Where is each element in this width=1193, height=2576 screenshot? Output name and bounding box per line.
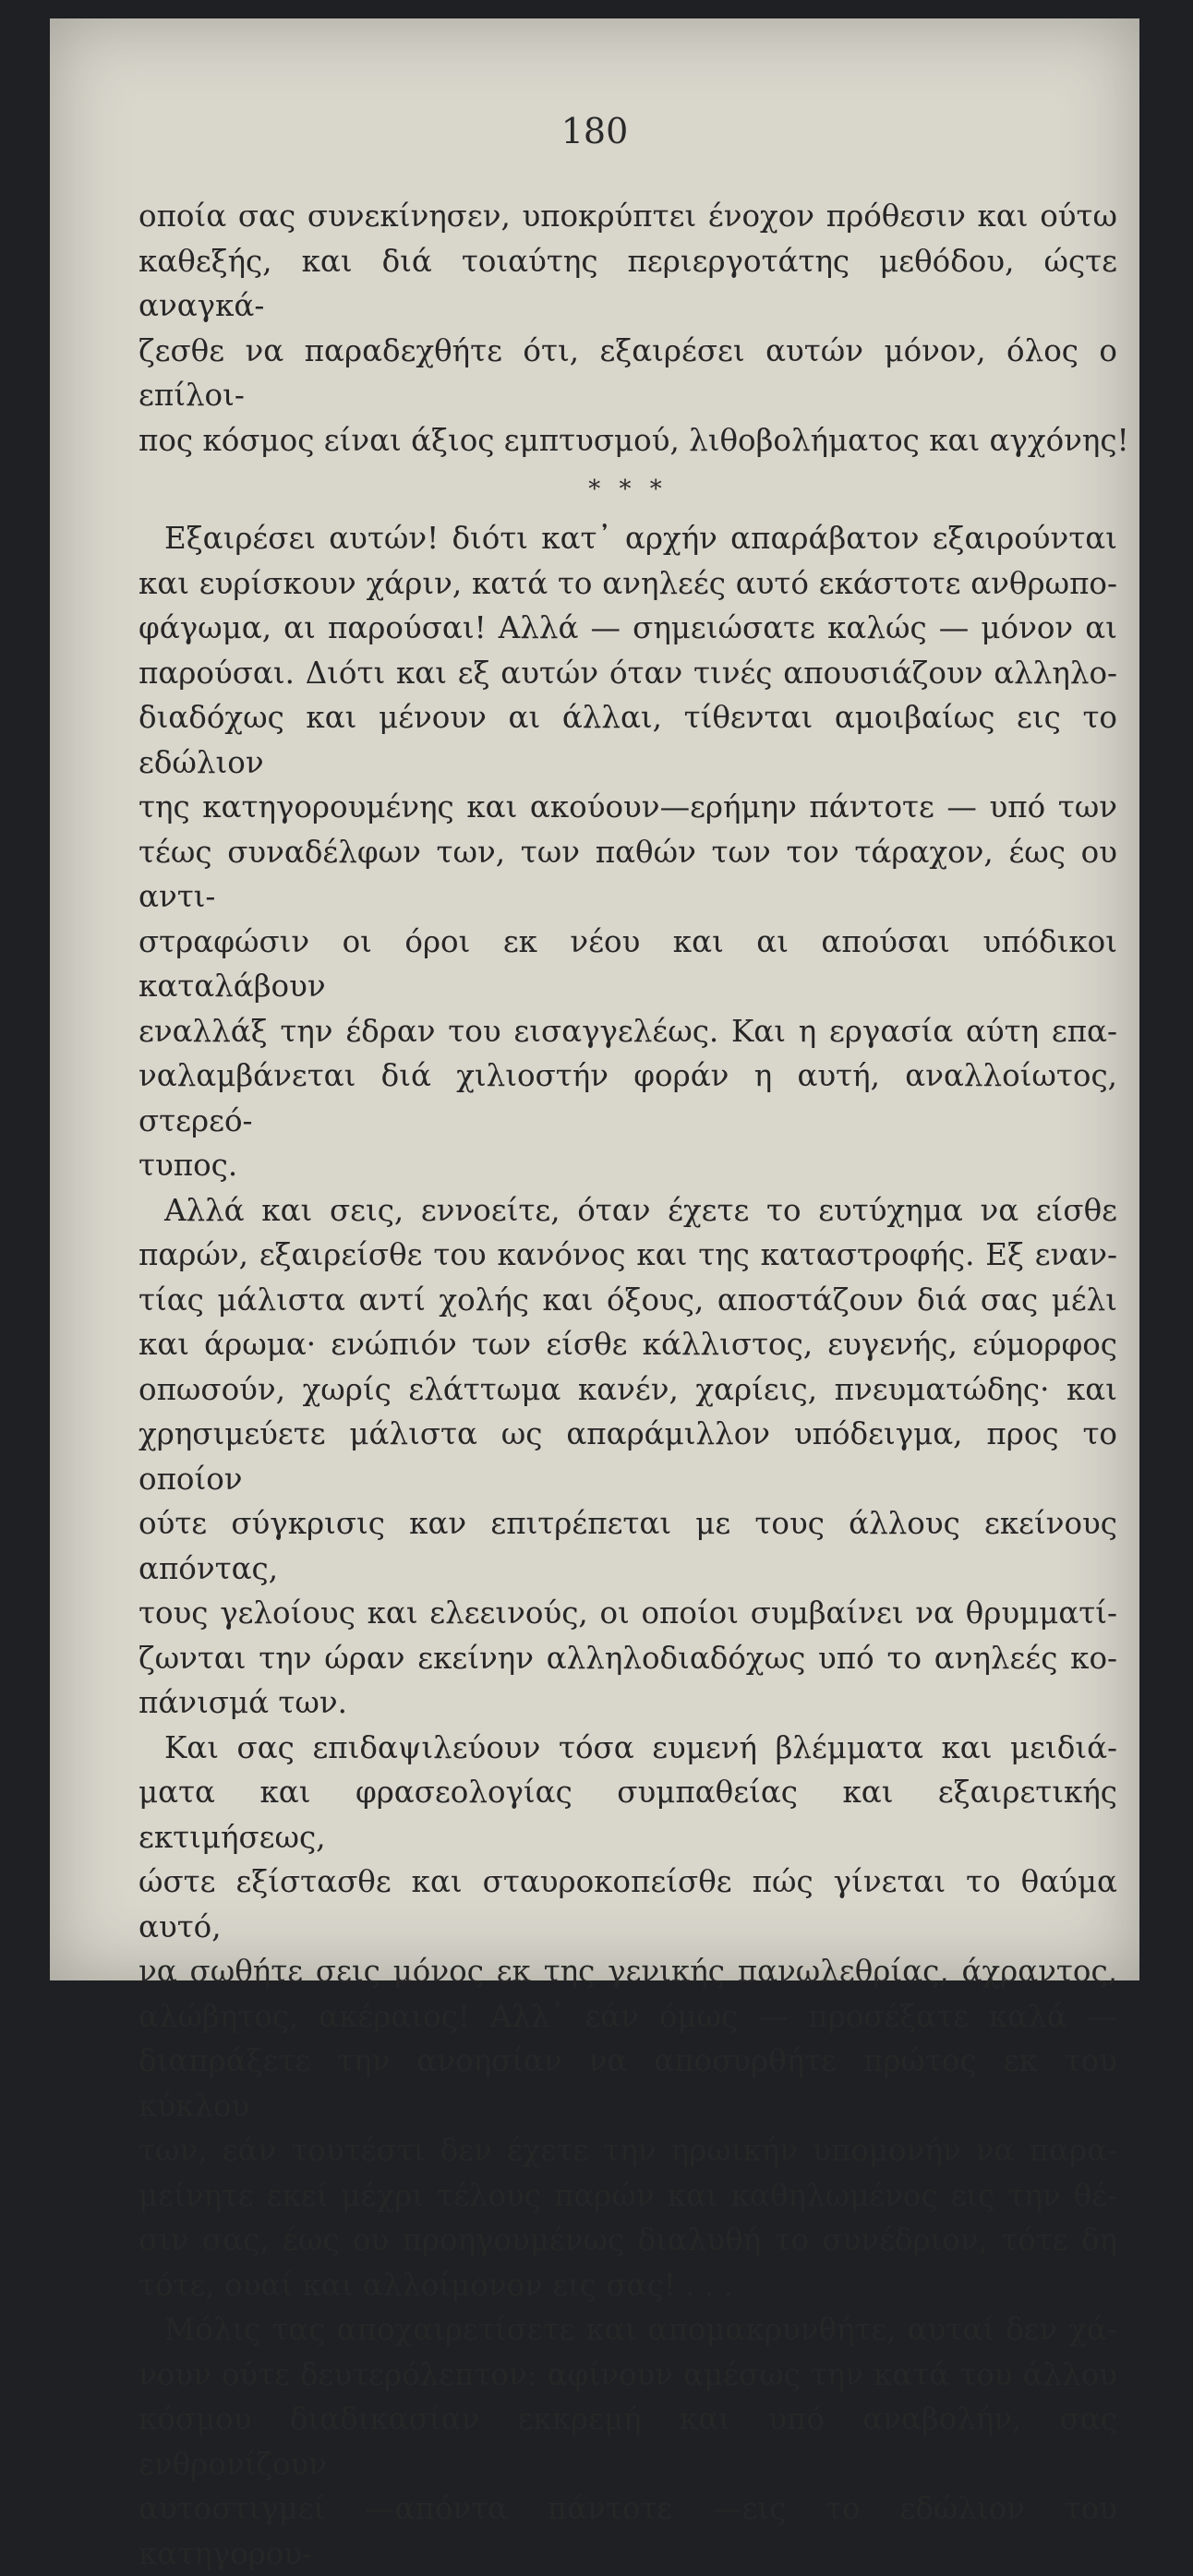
text-line: αλώβητος, ακέραιος! Αλλ᾽ εάν όμως — προσέξατε καλά — (139, 1998, 1117, 2034)
body-text (139, 194, 1129, 2576)
paragraph-3 (139, 1188, 1117, 1726)
text-line: στραφώσιν οι όροι εκ νέου και αι απούσαι υπόδικοι καταλάβουν (139, 923, 1117, 1004)
text-line: ούτε σύγκρισις καν επιτρέπεται με τους άλλους εκείνους απόντας, (139, 1506, 1117, 1586)
text-line: σιν σας, έως ου προηγουμένως διαλυθή το συνέδριον, τότε δη (139, 2222, 1117, 2257)
text-line: νουν ούτε δευτερόλεπτον: αφίνουν αμέσως την κατά του άλλου (139, 2356, 1117, 2392)
text-line: παρούσαι. Διότι και εξ αυτών όταν τινές απουσιάζουν αλληλο- (139, 655, 1117, 691)
text-line: οποία σας συνεκίνησεν, υποκρύπτει ένοχον πρόθεσιν και ούτω (139, 199, 1117, 234)
text-line: ματα και φρασεολογίας συμπαθείας και εξαιρετικής εκτιμήσεως, (139, 1775, 1117, 1855)
text-line: χρησιμεύετε μάλιστα ως απαράμιλλον υπόδειγμα, προς το οποίον (139, 1416, 1117, 1497)
section-asterism: * * * (588, 475, 668, 503)
text-line: Εξαιρέσει αυτών! διότι κατ᾽ αρχήν απαράβατον εξαιρούνται (164, 521, 1117, 556)
text-line: ζωνται την ώραν εκείνην αλληλοδιαδόχως υπό το ανηλεές κο- (139, 1640, 1117, 1676)
text-line: να σωθήτε σεις μόνος εκ της γενικής πανωλεθρίας, άχραντος, (139, 1954, 1117, 1989)
text-line: αυτοστιγμεί —απόντα πάντοτε —εις το εδώλιον του κατηγορου- (139, 2491, 1117, 2571)
text-line: παρών, εξαιρείσθε του κανόνος και της καταστροφής. Εξ εναν- (139, 1237, 1117, 1272)
text-line: Μόλις τας αποχαιρετίσετε και απομακρυνθήτε, αυταί δεν χά- (164, 2312, 1117, 2347)
text-line: Αλλά και σεις, εννοείτε, όταν έχετε το ευτύχημα να είσθε (164, 1192, 1117, 1228)
text-line: διαπράξετε την ανοησίαν να αποσυρθήτε πρώτος εκ του κύκλου (139, 2043, 1117, 2124)
text-line: φάγωμα, αι παρούσαι! Αλλά — σημειώσατε καλώς — μόνον αι (139, 610, 1117, 645)
paragraph-5 (139, 2307, 1117, 2576)
text-line: ζεσθε να παραδεχθήτε ότι, εξαιρέσει αυτών μόνον, όλος ο επίλοι- (139, 332, 1117, 413)
text-line: καθεξής, και διά τοιαύτης περιεργοτάτης μεθόδου, ώςτε αναγκά- (139, 243, 1117, 323)
text-line: της κατηγορουμένης και ακούουν—ερήμην πάντοτε — υπό των (139, 789, 1117, 825)
text-line: εναλλάξ την έδραν του εισαγγελέως. Και η εργασία αύτη επα- (139, 1013, 1117, 1049)
text-line: ναλαμβάνεται διά χιλιοστήν φοράν η αυτή, αναλλοίωτος, στερεό- (139, 1058, 1117, 1138)
paragraph-4 (139, 1726, 1117, 2308)
text-line: οπωσούν, χωρίς ελάττωμα κανέν, χαρίεις, πνευματώδης· και (139, 1371, 1117, 1407)
text-line: κόσμου διαδικασίαν εκκρεμή και υπό αναβολήν, σας ενθρονίζουν (139, 2401, 1117, 2482)
text-line: τίας μάλιστα αντί χολής και όξους, αποστάζουν διά σας μέλι (139, 1282, 1117, 1318)
text-line: ώστε εξίστασθε και σταυροκοπείσθε πώς γίνεται το θαύμα αυτό, (139, 1864, 1117, 1944)
text-line: και ευρίσκουν χάριν, κατά το ανηλεές αυτό εκάστοτε ανθρωπο- (139, 565, 1117, 601)
text-line: μείνητε εκεί μέχρι τέλους παρών και καθηλωμένος εις την θέ- (139, 2177, 1117, 2213)
text-line: Και σας επιδαψιλεύουν τόσα ευμενή βλέμματα και μειδιά- (164, 1729, 1117, 1765)
text-line: πάνισμά των. (139, 1685, 347, 1720)
text-line: τέως συναδέλφων των, των παθών των τον τάραχον, έως ου αντι- (139, 834, 1117, 914)
text-line: τους γελοίους και ελεεινούς, οι οποίοι συμβαίνει να θρυμματί- (139, 1595, 1117, 1631)
paragraph-2 (139, 516, 1117, 1188)
text-line: και άρωμα· ενώπιόν των είσθε κάλλιστος, ευγενής, εύμορφος (139, 1327, 1117, 1362)
text-line: των, εάν τουτέστι δεν έχετε την ηρωικήν υπομονήν να παρα- (139, 2133, 1117, 2168)
text-line: πος κόσμος είναι άξιος εμπτυσμού, λιθοβολήματος και αγχόνης! (139, 422, 1129, 458)
text-line: τυπος. (139, 1148, 238, 1183)
book-page (50, 18, 1139, 2571)
paragraph-1 (139, 194, 1129, 463)
page-number: 180 (560, 111, 629, 151)
text-line: τότε, ουαί και αλλοίμονον εις σας! . . . (139, 2267, 733, 2303)
text-line: διαδόχως και μένουν αι άλλαι, τίθενται αμοιβαίως εις το εδώλιον (139, 700, 1117, 780)
